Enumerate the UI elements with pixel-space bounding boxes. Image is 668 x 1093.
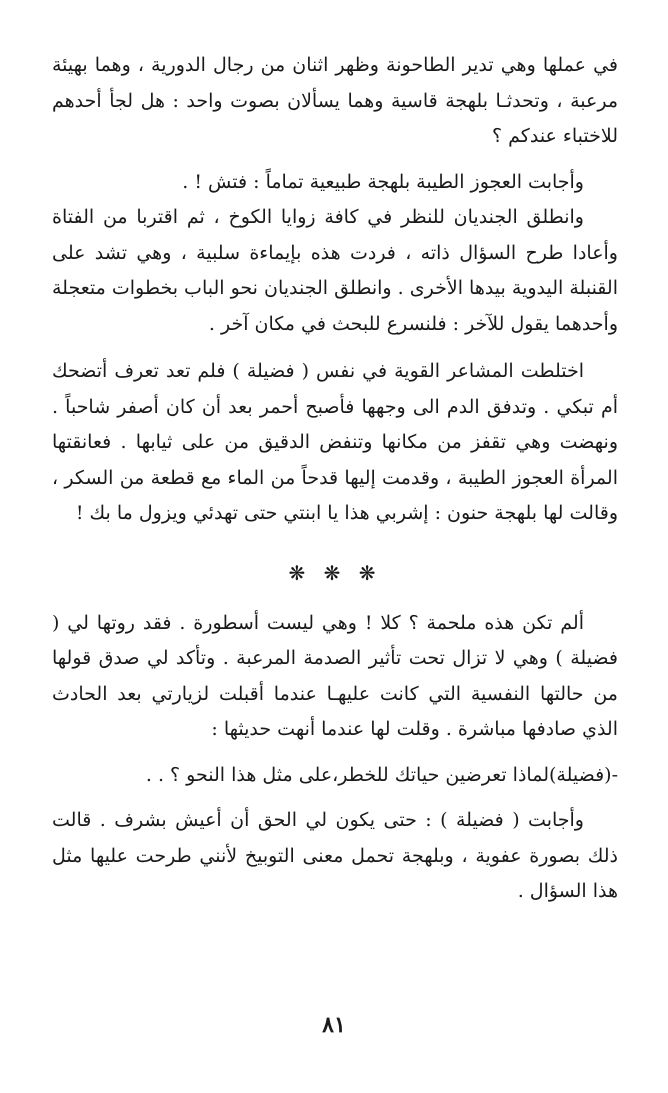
paragraph-not-a-legend: ألم تكن هذه ملحمة ؟ كلا ! وهي ليست أسطورة . فقد روتها لي ( فضيلة ) وهي لا تزال تحت تأثير الصدمة المرعبة . وتأكد لي صدق قولها من حالتها النفسية التي كانت عليهـا عندما أقبلت لزيارتي بعد الحادث الذي صادفها مباشرة . وقلت لها عندما أنهت حديثها : bbox=[52, 611, 618, 740]
paragraph-fadila-emotions: اختلطت المشاعر القوية في نفس ( فضيلة ) فلم تعد تعرف أتضحك أم تبكي . وتدفق الدم الى وجهها فأصبح أحمر بعد أن كان أصفر شاحباً . ونهضت وهي تقفز من مكانها وتنفض الدقيق من على ثيابها . فعانقتها المرأة العجوز الطيبة ، وقدمت إليها قدحاً من الماء مع قطعة من السكر ، وقالت لها بلهجة حنون : إشربي هذا يا ابنتي حتى تهدئي ويزول ما بك ! bbox=[52, 360, 618, 524]
paragraph-old-woman-answers: وأجابت العجوز الطيبة بلهجة طبيعية تماماً : فتش ! . bbox=[182, 170, 584, 193]
page-number: ٨١ bbox=[322, 1012, 346, 1038]
paragraph-patrol-arrives: في عملها وهي تدير الطاحونة وظهر اثنان من رجال الدورية ، وهما بهيئة مرعبة ، وتحدثـا بلهجة قاسية وهما يسألان بصوت واحد : هل لجأ أحدهم للاختباء عندكم ؟ bbox=[52, 54, 618, 147]
section-separator: ❋ ❋ ❋ bbox=[288, 560, 382, 585]
paragraph-question: -(فضيلة)لماذا تعرضين حياتك للخطر،على مثل هذا النحو ؟ . . bbox=[145, 763, 618, 786]
paragraph-soldiers-search: وانطلق الجنديان للنظر في كافة زوايا الكوخ ، ثم اقتربا من الفتاة وأعادا طرح السؤال ذاته ، فردت هذه بإيماءة سلبية ، وهي تشد على القنبلة اليدوية بيدها الأخرى . وانطلق الجنديان نحو الباب بخطوات متعجلة وأحدهما يقول للآخر : فلنسرع للبحث في مكان آخر . bbox=[52, 206, 618, 335]
paragraph-fadila-reply: وأجابت ( فضيلة ) : حتى يكون لي الحق أن أعيش بشرف . قالت ذلك بصورة عفوية ، وبلهجة تحمل معنى التوبيخ لأنني طرحت عليها مثل هذا السؤال . bbox=[52, 809, 618, 902]
page-body bbox=[52, 48, 618, 910]
